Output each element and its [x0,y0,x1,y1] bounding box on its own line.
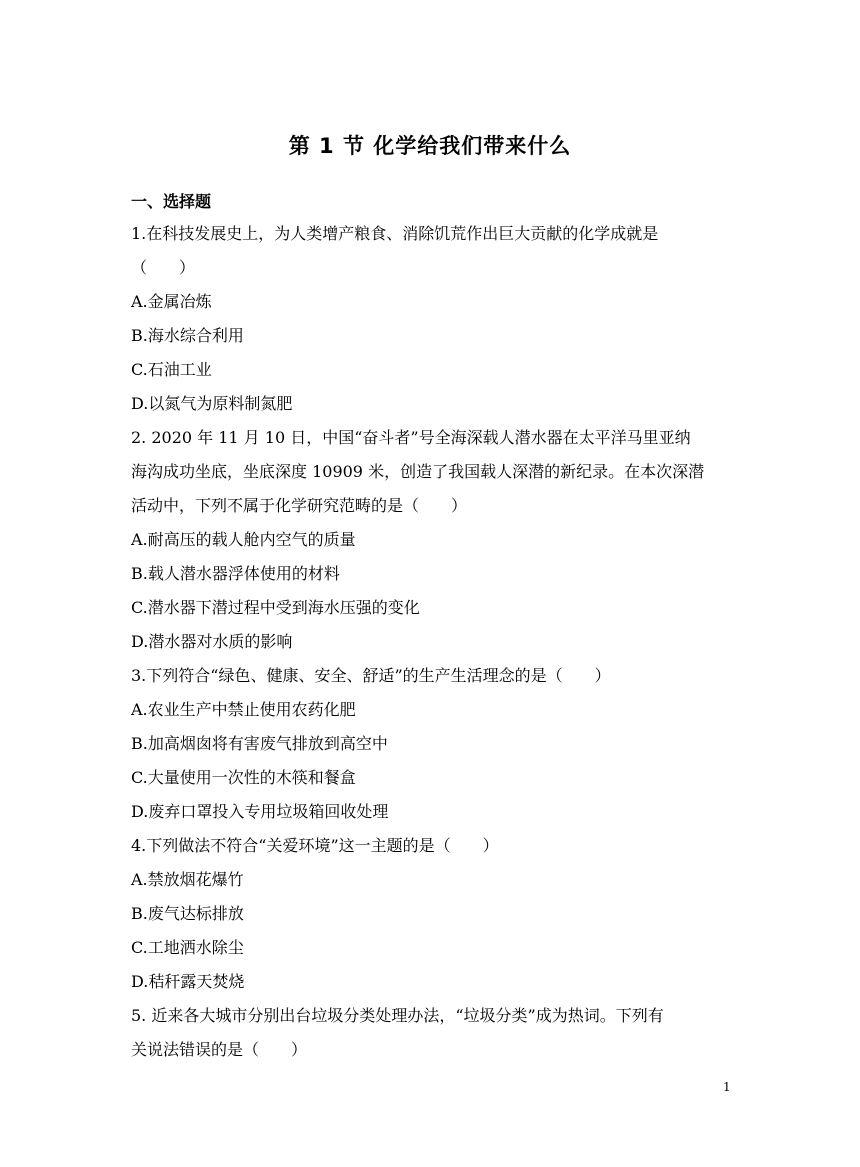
section-heading: 一、选择题 [131,192,212,211]
question-2-stem-line-1: 2. 2020 年 11 月 10 日，中国“奋斗者”号全海深载人潜水器在太平洋马里亚纳 [131,428,691,447]
question-2-option-b: B.载人潜水器浮体使用的材料 [131,564,340,583]
question-2-option-c: C.潜水器下潜过程中受到海水压强的变化 [131,598,420,617]
question-2-option-d: D.潜水器对水质的影响 [131,632,293,651]
question-3-option-b: B.加高烟囱将有害废气排放到高空中 [131,734,388,753]
question-1-option-c: C.石油工业 [131,360,212,379]
question-2-stem-line-3: 活动中，下列不属于化学研究范畴的是（ ） [131,496,468,515]
question-4-option-b: B.废气达标排放 [131,904,244,923]
document-body [131,217,741,1067]
question-4-option-d: D.秸秆露天焚烧 [131,972,245,991]
question-1-option-d: D.以氮气为原料制氮肥 [131,394,293,413]
question-1-option-b: B.海水综合利用 [131,326,244,345]
question-5-stem-line-2: 关说法错误的是（ ） [131,1040,308,1059]
question-1-stem: 1.在科技发展史上，为人类增产粮食、消除饥荒作出巨大贡献的化学成就是 [131,224,659,243]
question-4-option-a: A.禁放烟花爆竹 [131,870,244,889]
question-4-stem: 4.下列做法不符合“关爱环境”这一主题的是（ ） [131,836,499,855]
question-1-option-a: A.金属冶炼 [131,292,212,311]
question-3-option-d: D.废弃口罩投入专用垃圾箱回收处理 [131,802,389,821]
question-4-option-c: C.工地洒水除尘 [131,938,244,957]
page-number: 1 [723,1080,731,1094]
question-5-stem-line-1: 5. 近来各大城市分别出台垃圾分类处理办法，“垃圾分类”成为热词。下列有 [131,1006,664,1025]
question-2-option-a: A.耐高压的载人舱内空气的质量 [131,530,356,549]
question-2-stem-line-2: 海沟成功坐底，坐底深度 10909 米，创造了我国载人深潜的新纪录。在本次深潜 [131,462,705,481]
question-1-blank: （ ） [131,258,196,277]
question-3-option-c: C.大量使用一次性的木筷和餐盒 [131,768,356,787]
question-3-stem: 3.下列符合“绿色、健康、安全、舒适”的生产生活理念的是（ ） [131,666,611,685]
question-3-option-a: A.农业生产中禁止使用农药化肥 [131,700,356,719]
page-title: 第 1 节 化学给我们带来什么 [288,134,572,158]
